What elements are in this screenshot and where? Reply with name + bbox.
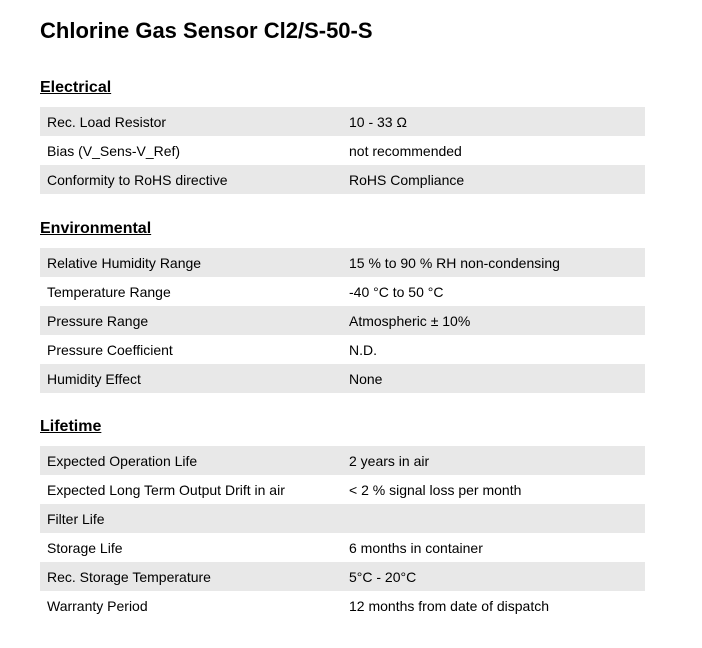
row-value: RoHS Compliance [342, 165, 645, 194]
table-row [40, 446, 645, 475]
row-value: 6 months in container [342, 533, 645, 562]
table-row [40, 136, 645, 165]
section-lifetime [40, 417, 645, 620]
table-row [40, 504, 645, 533]
row-label: Pressure Coefficient [40, 335, 342, 364]
spec-table [40, 446, 645, 620]
row-label: Expected Operation Life [40, 446, 342, 475]
row-value: not recommended [342, 136, 645, 165]
row-value: 5°C - 20°C [342, 562, 645, 591]
table-row [40, 533, 645, 562]
table-row [40, 562, 645, 591]
row-label: Humidity Effect [40, 364, 342, 393]
section-heading: Lifetime [40, 418, 102, 435]
row-value: < 2 % signal loss per month [342, 475, 645, 504]
table-row [40, 248, 645, 277]
table-row [40, 107, 645, 136]
table-row [40, 335, 645, 364]
table-row [40, 165, 645, 194]
row-value: -40 °C to 50 °C [342, 277, 645, 306]
table-row [40, 364, 645, 393]
row-value: 2 years in air [342, 446, 645, 475]
row-label: Temperature Range [40, 277, 342, 306]
row-value [342, 504, 645, 533]
row-value: N.D. [342, 335, 645, 364]
row-label: Storage Life [40, 533, 342, 562]
spec-table [40, 107, 645, 194]
row-value: None [342, 364, 645, 393]
row-value: 12 months from date of dispatch [342, 591, 645, 620]
table-row [40, 306, 645, 335]
document-title: Chlorine Gas Sensor Cl2/S-50-S [40, 18, 373, 43]
table-row [40, 277, 645, 306]
table-row [40, 591, 645, 620]
section-heading: Environmental [40, 220, 152, 237]
section-electrical [40, 78, 645, 194]
row-label: Pressure Range [40, 306, 342, 335]
section-heading: Electrical [40, 79, 112, 96]
table-row [40, 475, 645, 504]
row-value: 15 % to 90 % RH non-condensing [342, 248, 645, 277]
row-label: Relative Humidity Range [40, 248, 342, 277]
section-environmental [40, 219, 645, 393]
row-label: Warranty Period [40, 591, 342, 620]
row-label: Filter Life [40, 504, 342, 533]
row-label: Expected Long Term Output Drift in air [40, 475, 342, 504]
row-value: 10 - 33 Ω [342, 107, 645, 136]
row-label: Rec. Storage Temperature [40, 562, 342, 591]
row-label: Bias (V_Sens-V_Ref) [40, 136, 342, 165]
row-label: Conformity to RoHS directive [40, 165, 342, 194]
row-label: Rec. Load Resistor [40, 107, 342, 136]
spec-table [40, 248, 645, 393]
row-value: Atmospheric ± 10% [342, 306, 645, 335]
